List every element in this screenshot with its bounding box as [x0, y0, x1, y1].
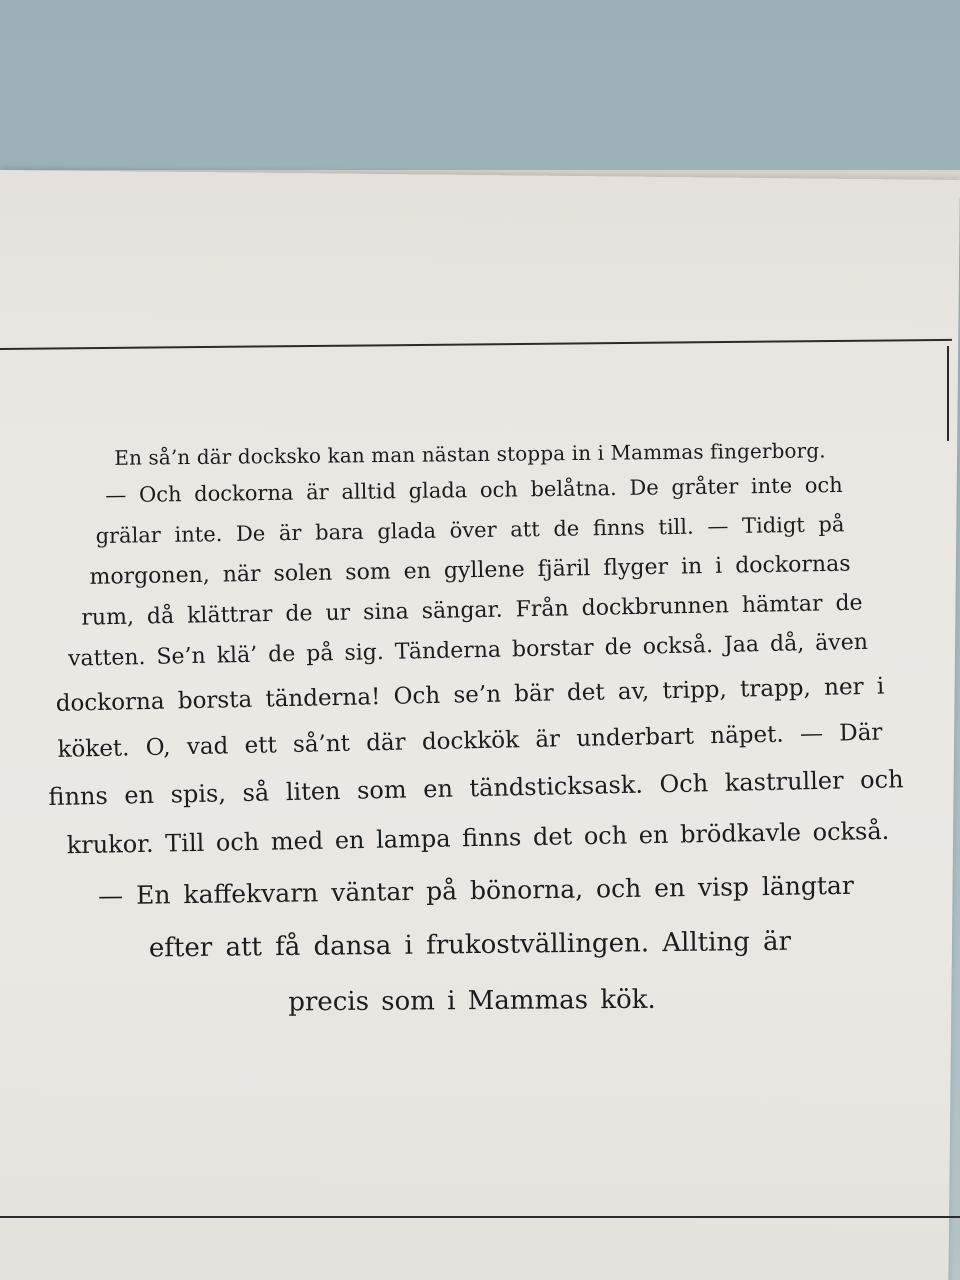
- text-line-1: En så’n där docksko kan man nästan stoppa in i Mammas fingerborg.: [114, 438, 826, 470]
- text-line-6: vatten. Se’n klä’ de på sig. Tänderna borstar de också. Jaa då, även: [67, 629, 869, 672]
- text-line-11: — En kaffekvarn väntar på bönorna, och en visp längtar: [97, 870, 854, 911]
- frame-rule-bottom: [0, 1216, 960, 1218]
- text-line-13: precis som i Mammas kök.: [288, 984, 656, 1018]
- text-line-9: finns en spis, så liten som en tändsticksask. Och kastruller och: [48, 765, 904, 812]
- text-line-3: grälar inte. De är bara glada över att de finns till. — Tidigt på: [95, 512, 845, 549]
- text-line-2: — Och dockorna är alltid glada och belåtna. De gråter inte och: [105, 472, 843, 508]
- text-line-8: köket. O, vad ett så’nt där dockkök är underbart näpet. — Där: [57, 719, 883, 763]
- text-line-7: dockorna borsta tänderna! Och se’n bär det av, tripp, trapp, ner i: [55, 673, 885, 717]
- text-line-4: morgonen, när solen som en gyllene fjäril flyger in i dockornas: [89, 551, 851, 590]
- text-line-10: krukor. Till och med en lampa finns det och en brödkavle också.: [66, 816, 890, 860]
- text-line-12: efter att få dansa i frukostvällingen. Allting är: [148, 926, 792, 964]
- text-line-5: rum, då klättrar de ur sina sängar. Från dockbrunnen hämtar de: [81, 590, 863, 631]
- frame-rule-right: [947, 346, 949, 441]
